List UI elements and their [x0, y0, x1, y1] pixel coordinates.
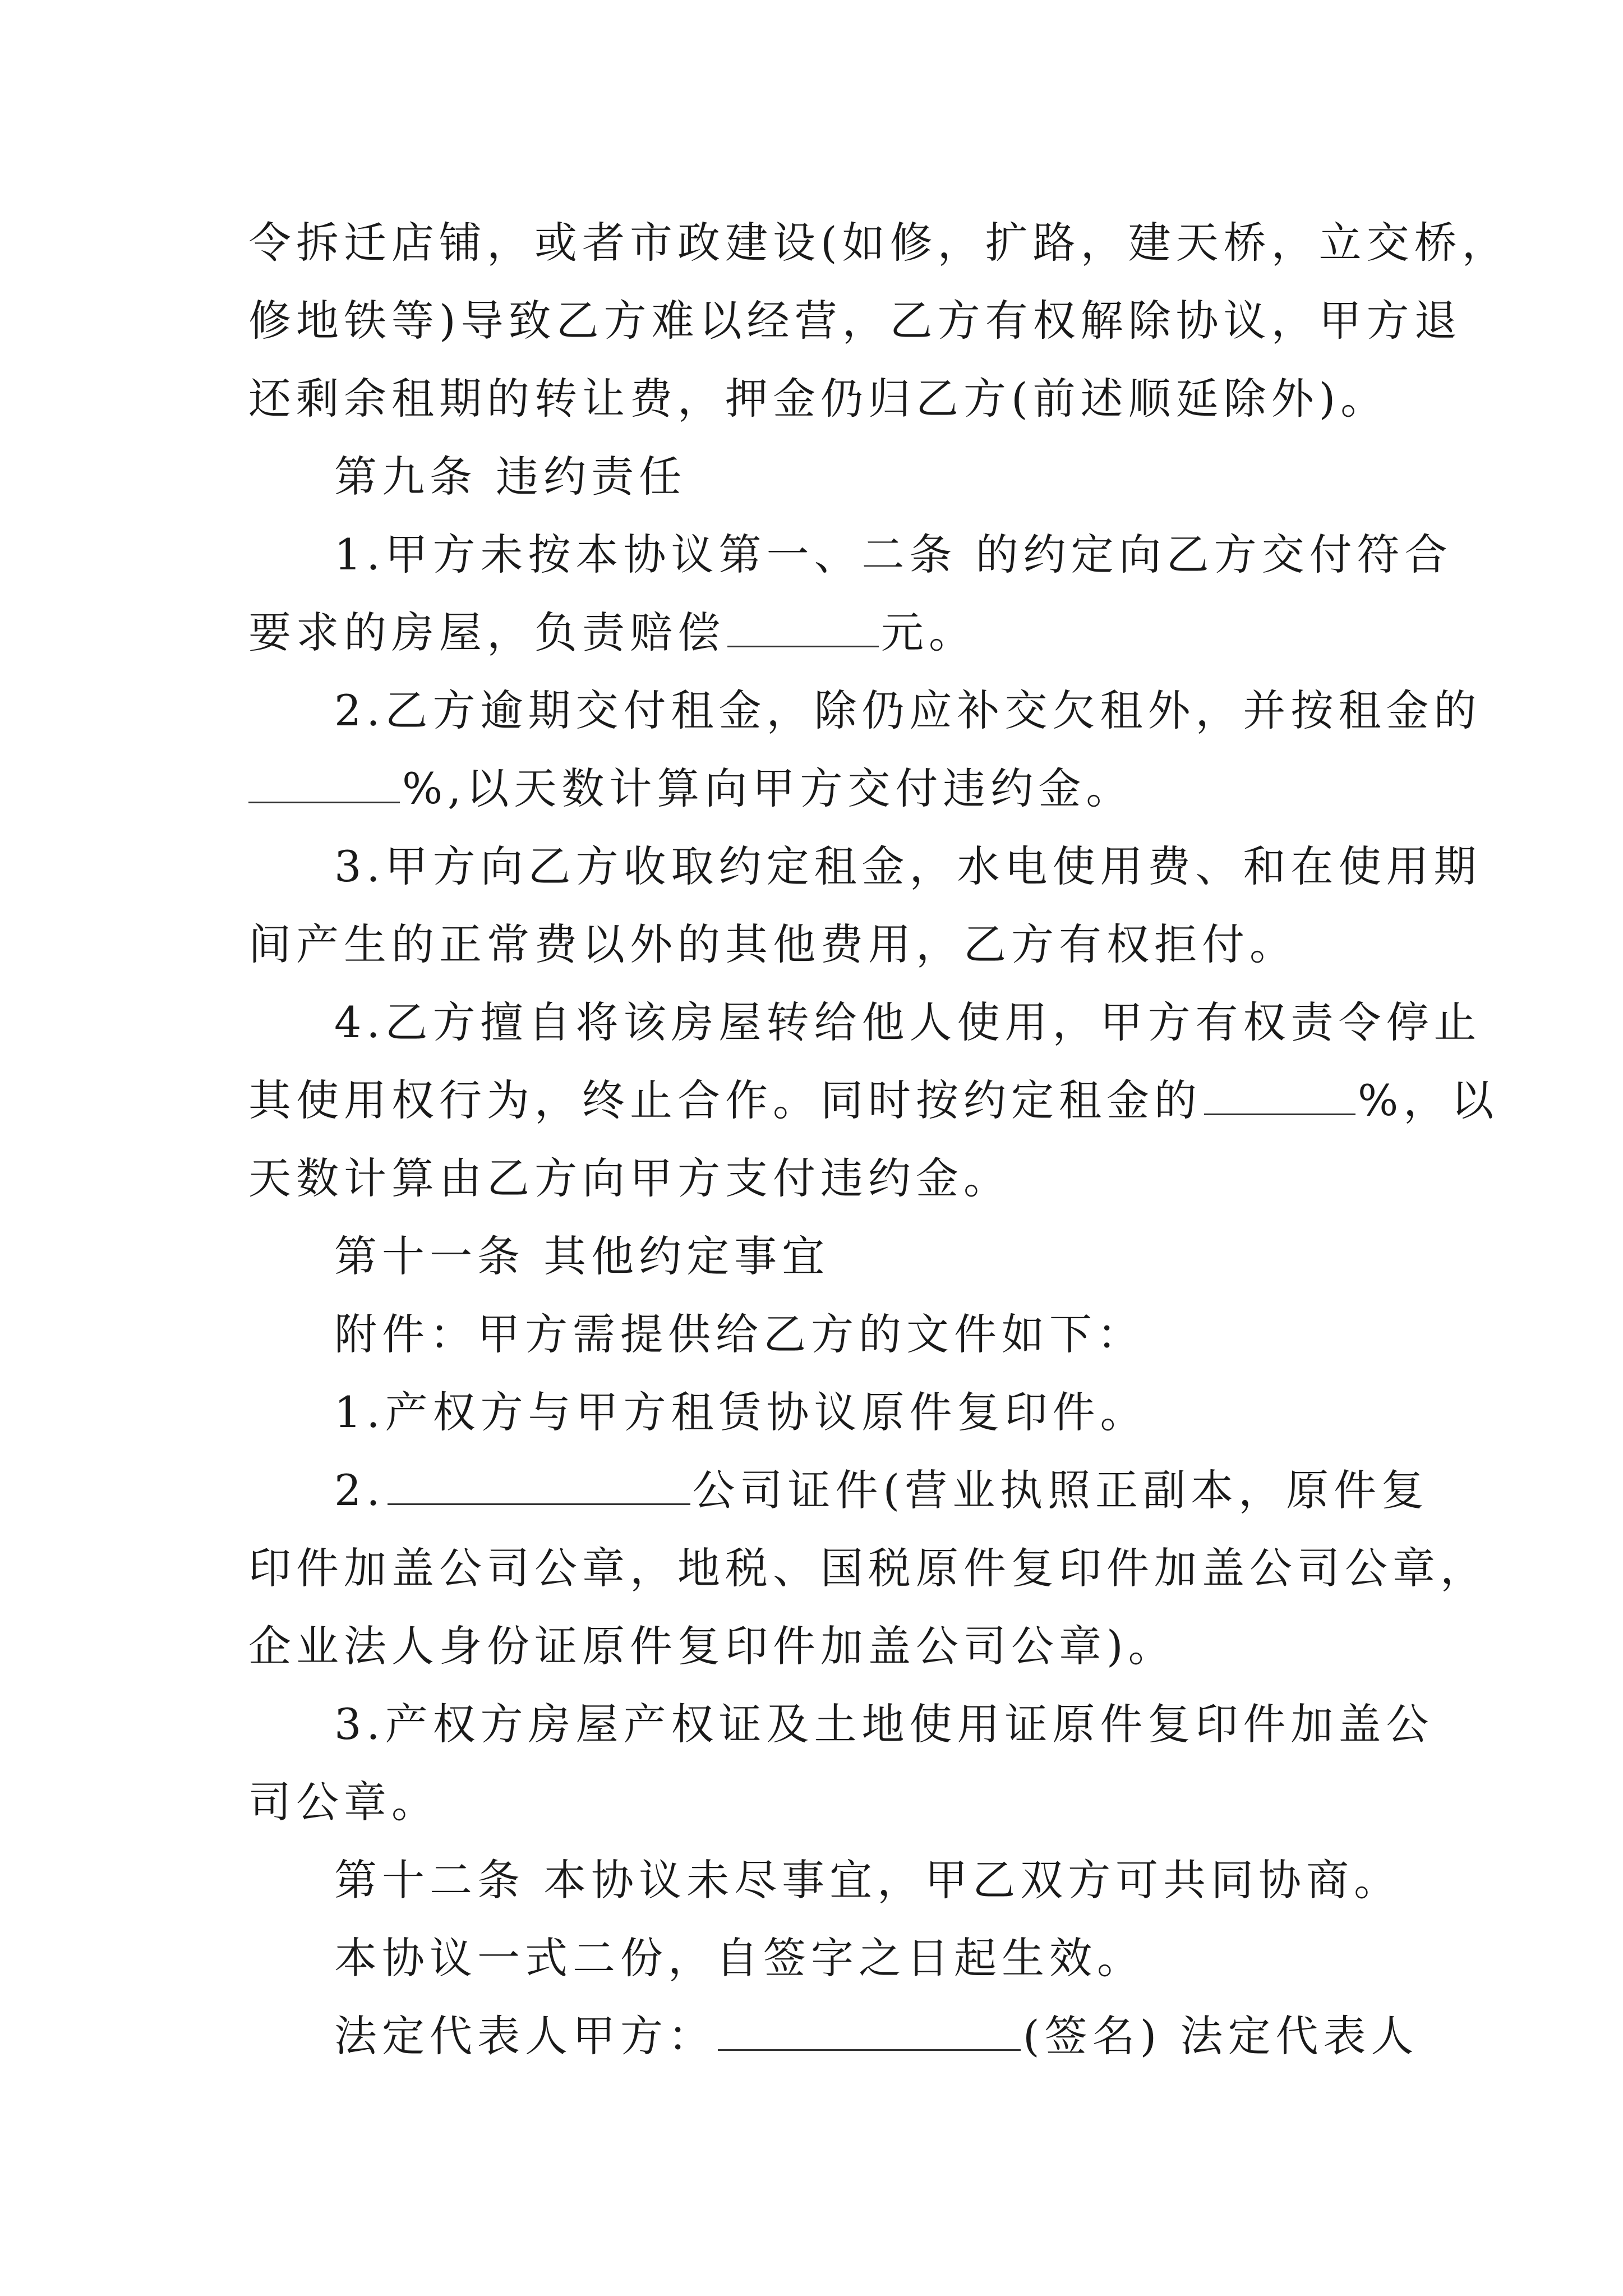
line-text: 法定代表人甲方： [334, 2011, 716, 2061]
line-text: 要求的房屋，负责赔偿 [248, 608, 725, 657]
text-line [334, 1460, 1467, 1521]
line-text: 修地铁等)导致乙方难以经营，乙方有权解除协议，甲方退 [248, 296, 1462, 346]
line-text: 元。 [881, 608, 976, 657]
text-line [248, 1616, 1381, 1677]
text-line [248, 914, 1381, 976]
line-text: 天数计算由乙方向甲方支付违约金。 [248, 1153, 1011, 1203]
fill-in-blank [248, 761, 400, 803]
text-line [248, 1772, 1381, 1833]
line-text: 第十二条 本协议未尽事宜，甲乙双方可共同协商。 [334, 1855, 1402, 1905]
line-text: 附件：甲方需提供给乙方的文件如下： [334, 1309, 1145, 1359]
article-heading [334, 1226, 1467, 1287]
text-line [248, 1538, 1488, 1599]
line-text: 令拆迁店铺，或者市政建设(如修，扩路，建天桥，立交桥， [248, 218, 1510, 268]
text-line [248, 1148, 1381, 1209]
fill-in-blank [388, 1463, 690, 1505]
line-text: 2. [334, 1465, 385, 1515]
line-text: 本协议一式二份，自签字之日起生效。 [334, 1933, 1145, 1983]
text-line [248, 602, 1381, 664]
text-line [248, 368, 1389, 430]
line-text: 1.产权方与甲方租赁协议原件复印件。 [334, 1387, 1148, 1437]
line-text: 印件加盖公司公章，地税、国税原件复印件加盖公司公章， [248, 1543, 1488, 1593]
line-text: %,以天数计算向甲方交付违约金。 [402, 763, 1134, 813]
line-text: 其使用权行为，终止合作。同时按约定租金的 [248, 1075, 1202, 1125]
line-text: 3.甲方向乙方收取约定租金，水电使用费、和在使用期 [334, 841, 1482, 891]
text-line [248, 1070, 1499, 1131]
line-text: (签名) 法定代表人 [1023, 2011, 1419, 2061]
text-line [334, 1382, 1467, 1443]
signature-blank [718, 2009, 1021, 2051]
text-line [248, 212, 1510, 274]
article-heading [334, 1849, 1467, 1911]
line-text: 1.甲方未按本协议第一、二条 的约定向乙方交付符合 [334, 530, 1453, 579]
signature-line [334, 2005, 1467, 2067]
line-text: 4.乙方擅自将该房屋转给他人使用，甲方有权责令停止 [334, 997, 1482, 1047]
text-line [334, 992, 1482, 1053]
line-text: 司公章。 [248, 1777, 439, 1827]
line-text: 3.产权方房屋产权证及土地使用证原件复印件加盖公 [334, 1699, 1434, 1749]
line-text: 还剩余租期的转让费，押金仍归乙方(前述顺延除外)。 [248, 374, 1389, 424]
text-line [334, 1927, 1467, 1989]
fill-in-blank [727, 605, 879, 647]
line-text: %，以 [1358, 1075, 1499, 1125]
line-text: 2.乙方逾期交付租金，除仍应补交欠租外，并按租金的 [334, 685, 1482, 735]
text-line [334, 1304, 1467, 1365]
text-line [334, 524, 1467, 586]
heading-text: 第十一条 其他约定事宜 [334, 1231, 830, 1281]
text-line [334, 1694, 1467, 1755]
line-text: 公司证件(营业执照正副本，原件复 [692, 1465, 1430, 1515]
article-heading [334, 446, 1467, 508]
text-line [334, 836, 1482, 898]
fill-in-blank [1204, 1073, 1355, 1115]
text-line [334, 680, 1482, 742]
line-text: 企业法人身份证原件复印件加盖公司公章)。 [248, 1621, 1176, 1671]
text-line [248, 758, 1381, 820]
heading-text: 第九条 违约责任 [334, 452, 687, 501]
text-line [248, 290, 1462, 352]
line-text: 间产生的正常费以外的其他费用，乙方有权拒付。 [248, 919, 1297, 969]
